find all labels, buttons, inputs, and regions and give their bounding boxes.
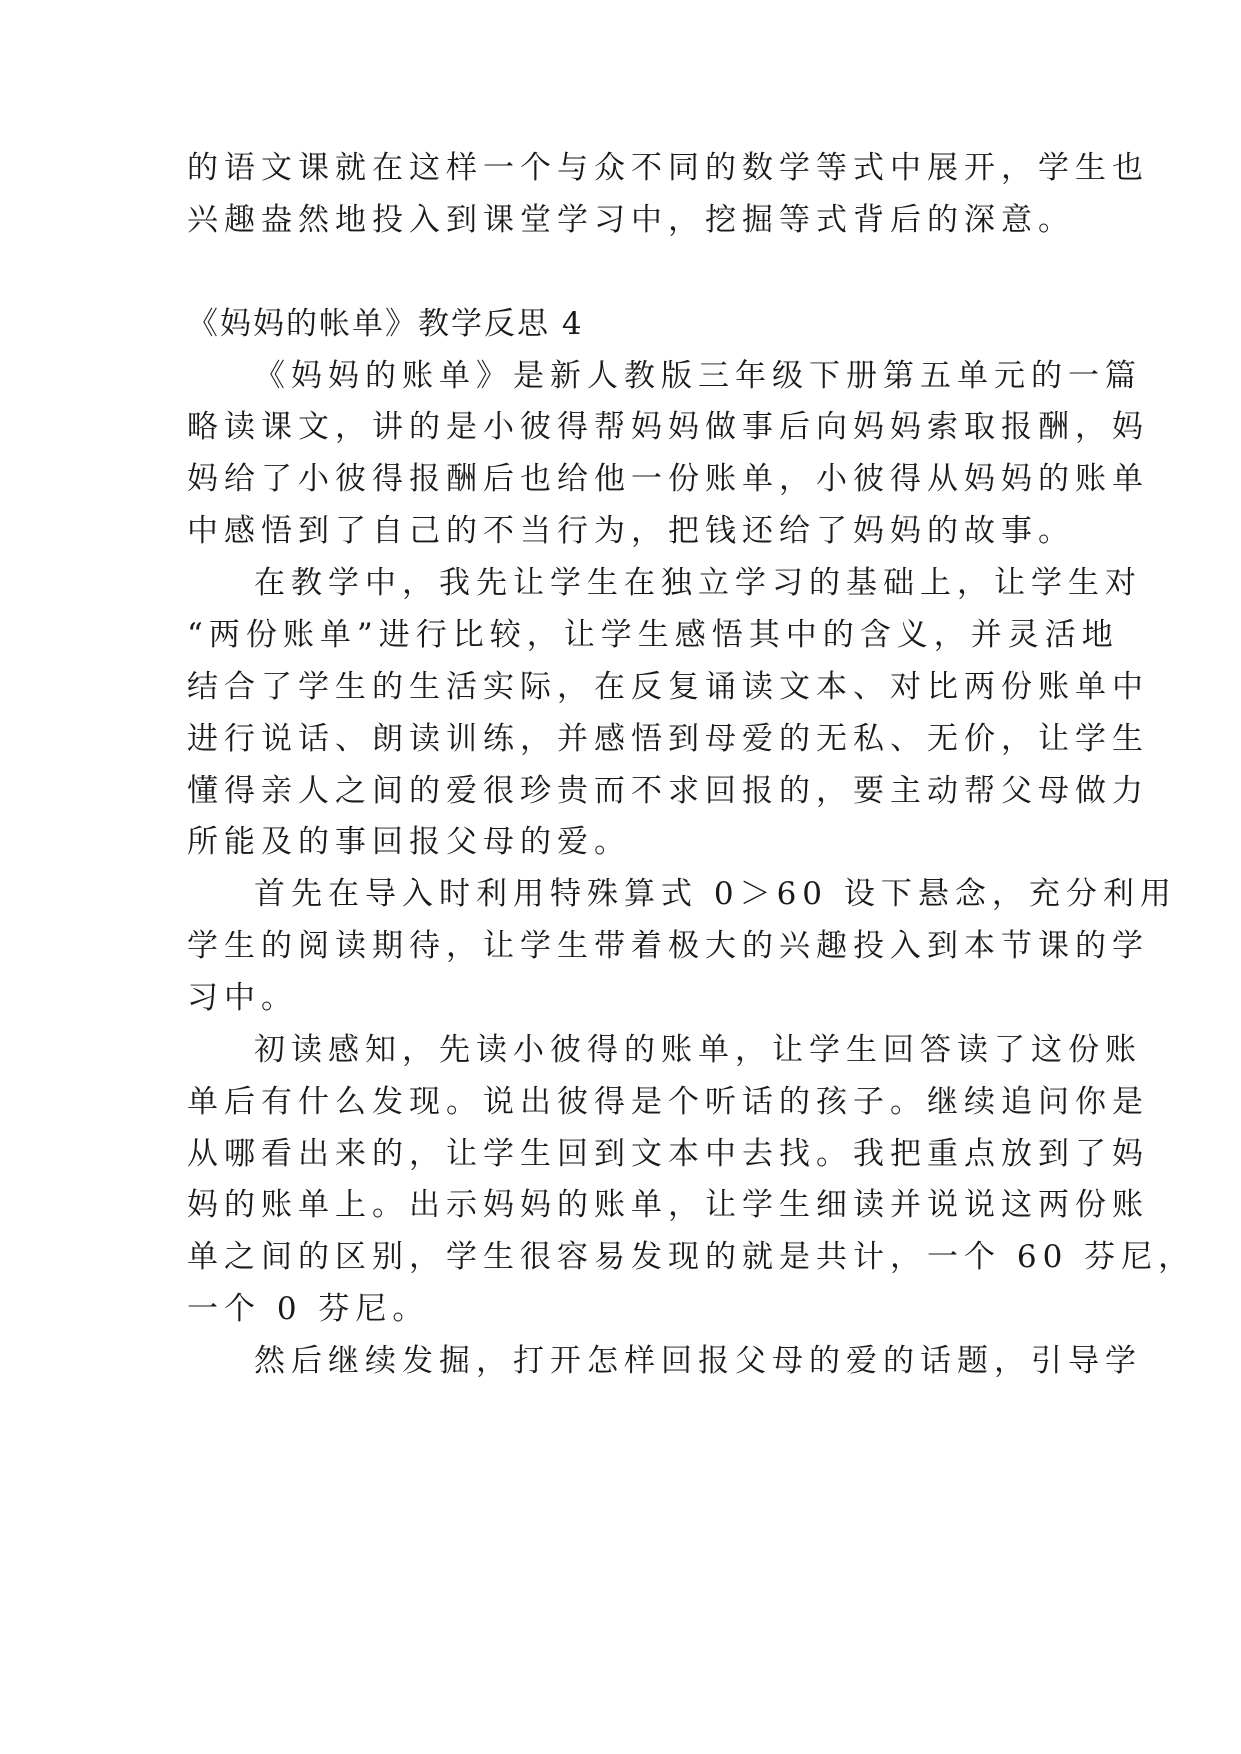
paragraph-line: 习中。	[187, 980, 298, 1016]
intro-line: 兴趣盎然地投入到课堂学习中，挖掘等式背后的深意。	[187, 202, 1075, 238]
paragraph-line: 中感悟到了自己的不当行为，把钱还给了妈妈的故事。	[187, 513, 1075, 549]
paragraph-line: 所能及的事回报父母的爱。	[187, 824, 631, 860]
paragraph-line: 懂得亲人之间的爱很珍贵而不求回报的，要主动帮父母做力	[187, 773, 1149, 809]
paragraph-line: 妈给了小彼得报酬后也给他一份账单，小彼得从妈妈的账单	[187, 461, 1149, 497]
paragraph-line: 略读课文，讲的是小彼得帮妈妈做事后向妈妈索取报酬，妈	[187, 409, 1149, 445]
paragraph-line: 从哪看出来的，让学生回到文本中去找。我把重点放到了妈	[187, 1136, 1149, 1172]
paragraph-line: 进行说话、朗读训练，并感悟到母爱的无私、无价，让学生	[187, 721, 1149, 757]
paragraph-line: 妈的账单上。出示妈妈的账单，让学生细读并说说这两份账	[187, 1187, 1149, 1223]
paragraph-line: 《妈妈的账单》是新人教版三年级下册第五单元的一篇	[254, 358, 1142, 394]
section-title: 《妈妈的帐单》教学反思 4	[187, 306, 584, 342]
paragraph-line: “两份账单”进行比较，让学生感悟其中的含义，并灵活地	[187, 617, 1119, 653]
paragraph-line: 初读感知，先读小彼得的账单，让学生回答读了这份账	[254, 1032, 1142, 1068]
paragraph-line: 在教学中，我先让学生在独立学习的基础上，让学生对	[254, 565, 1142, 601]
paragraph-line: 单之间的区别，学生很容易发现的就是共计，一个 60 芬尼，	[187, 1239, 1196, 1275]
intro-line: 的语文课就在这样一个与众不同的数学等式中展开，学生也	[187, 150, 1149, 186]
paragraph-line: 一个 0 芬尼。	[187, 1291, 430, 1327]
paragraph-line: 单后有什么发现。说出彼得是个听话的孩子。继续追问你是	[187, 1084, 1149, 1120]
paragraph-line: 然后继续发掘，打开怎样回报父母的爱的话题，引导学	[254, 1343, 1142, 1379]
paragraph-line: 首先在导入时利用特殊算式 0＞60 设下悬念，充分利用	[254, 876, 1177, 912]
paragraph-line: 结合了学生的生活实际，在反复诵读文本、对比两份账单中	[187, 669, 1149, 705]
paragraph-line: 学生的阅读期待，让学生带着极大的兴趣投入到本节课的学	[187, 928, 1149, 964]
